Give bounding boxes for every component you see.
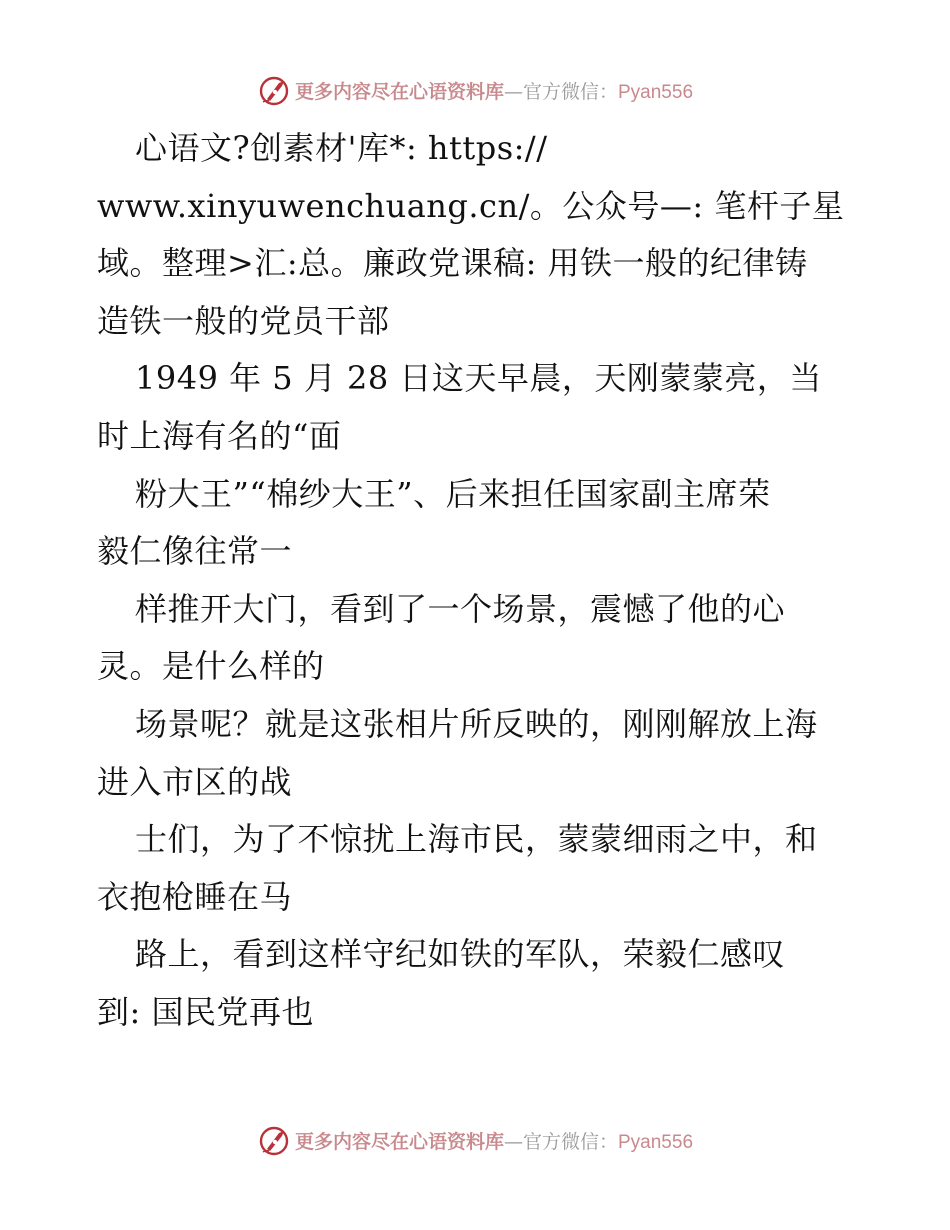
body-text-line: 1949 年 5 月 28 日这天早晨，天刚蒙蒙亮，当 (135, 359, 822, 398)
body-text-line: 灵。是什么样的 (97, 647, 325, 686)
body-text-line: 样推开大门，看到了一个场景，震憾了他的心 (135, 589, 786, 628)
pen-nib-logo-icon (257, 1123, 291, 1157)
body-text-line: 路上，看到这样守纪如铁的军队，荣毅仁感叹 (135, 935, 786, 974)
body-text-line: 进入市区的战 (97, 762, 293, 801)
footer-banner (0, 1120, 950, 1160)
body-text-line: 场景呢？就是这张相片所反映的，刚刚解放上海 (135, 704, 818, 743)
body-text-line: 毅仁像往常一 (97, 532, 293, 571)
header-banner (0, 70, 950, 110)
body-text-line: 心语文?创素材'库*: https:// (135, 129, 548, 167)
document-body (97, 120, 857, 1042)
body-text-line: 造铁一般的党员干部 (97, 301, 390, 340)
body-text-line: 域。整理>汇:总。廉政党课稿: 用铁一般的纪律铸 (97, 244, 808, 283)
body-text-line: www.xinyuwenchuang.cn/。公众号—: 笔杆子星 (97, 186, 845, 225)
body-text-line: 衣抱枪睡在马 (97, 877, 293, 916)
body-text-line: 士们，为了不惊扰上海市民，蒙蒙细雨之中，和 (135, 820, 818, 859)
body-text-line: 时上海有名的“面 (97, 416, 342, 455)
body-text-line: 到: 国民党再也 (97, 992, 314, 1031)
header-banner-text: 更多内容尽在心语资料库—官方微信：Pyan556 (294, 80, 694, 103)
body-text-line: 粉大王”“棉纱大王”、后来担任国家副主席荣 (135, 474, 771, 513)
pen-nib-logo-icon (257, 73, 291, 107)
footer-banner-text: 更多内容尽在心语资料库—官方微信：Pyan556 (294, 1130, 694, 1153)
